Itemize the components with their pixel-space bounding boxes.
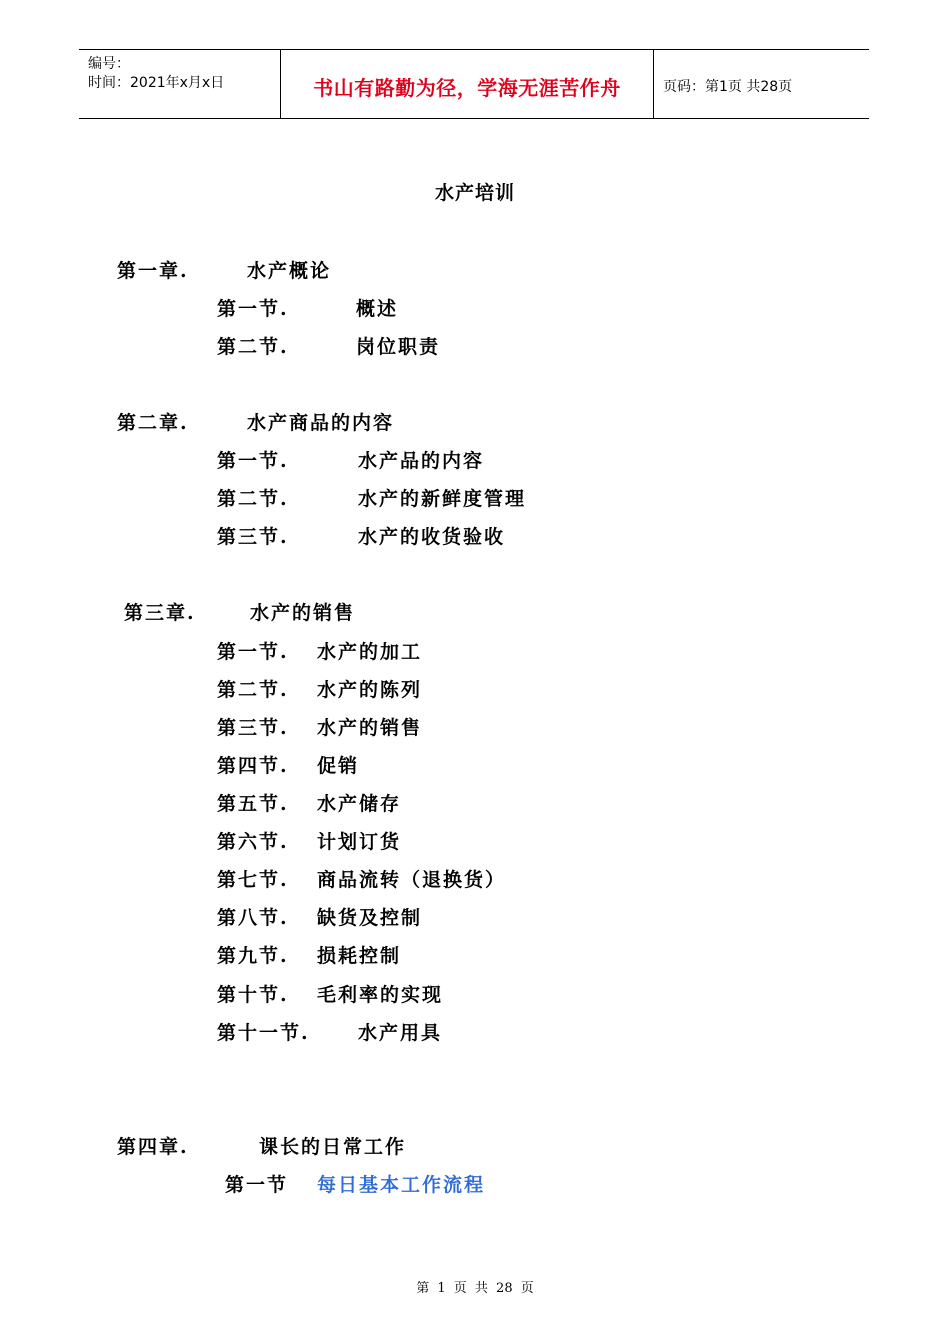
section-label: 第十节. — [217, 984, 289, 1006]
section-label: 第一节 — [225, 1174, 289, 1196]
page-header — [79, 49, 869, 119]
header-divider — [280, 50, 281, 118]
chapter-label: 第四章. — [117, 1136, 189, 1158]
chapter-title: 水产商品的内容 — [247, 412, 395, 434]
document-title: 水产培训 — [434, 182, 515, 204]
section-label: 第六节. — [217, 831, 289, 853]
section-title: 水产储存 — [317, 793, 402, 815]
section-title: 损耗控制 — [317, 945, 402, 967]
section-link[interactable]: 每日基本工作流程 — [317, 1174, 486, 1196]
section-title: 毛利率的实现 — [317, 984, 444, 1006]
chapter-title: 水产概论 — [247, 260, 332, 282]
serial-label: 编号： — [88, 56, 130, 72]
section-title: 水产的收货验收 — [358, 526, 506, 548]
section-title: 水产的新鲜度管理 — [358, 488, 527, 510]
section-label: 第十一节. — [217, 1022, 310, 1044]
header-divider — [653, 50, 654, 118]
section-title: 促销 — [317, 755, 360, 777]
header-meta — [88, 55, 224, 93]
section-title: 商品流转（退换货） — [317, 869, 507, 891]
section-label: 第九节. — [217, 945, 289, 967]
section-label: 第七节. — [217, 869, 289, 891]
section-label: 第一节. — [217, 641, 289, 663]
header-page-label: 页码：第1页 共28页 — [663, 79, 793, 95]
section-title: 水产的销售 — [317, 717, 423, 739]
section-title: 计划订货 — [317, 831, 402, 853]
section-title: 水产的加工 — [317, 641, 423, 663]
page-footer: 第 1 页 共 28 页 — [416, 1281, 534, 1296]
chapter-label: 第一章. — [117, 260, 189, 282]
section-label: 第五节. — [217, 793, 289, 815]
section-title: 岗位职责 — [356, 336, 441, 358]
section-label: 第二节. — [217, 336, 289, 358]
section-label: 第三节. — [217, 526, 289, 548]
chapter-title: 课长的日常工作 — [259, 1136, 407, 1158]
section-title: 水产的陈列 — [317, 679, 423, 701]
section-label: 第二节. — [217, 679, 289, 701]
section-label: 第四节. — [217, 755, 289, 777]
section-label: 第二节. — [217, 488, 289, 510]
section-title: 水产用具 — [358, 1022, 443, 1044]
chapter-title: 水产的销售 — [250, 602, 356, 624]
chapter-label: 第三章. — [124, 602, 196, 624]
section-title: 缺货及控制 — [317, 907, 423, 929]
header-motto: 书山有路勤为径，学海无涯苦作舟 — [313, 76, 621, 100]
chapter-label: 第二章. — [117, 412, 189, 434]
section-title: 概述 — [356, 298, 399, 320]
section-label: 第一节. — [217, 450, 289, 472]
section-label: 第三节. — [217, 717, 289, 739]
time-label: 时间：2021年x月x日 — [88, 75, 225, 91]
section-label: 第一节. — [217, 298, 289, 320]
section-label: 第八节. — [217, 907, 289, 929]
section-title: 水产品的内容 — [358, 450, 485, 472]
